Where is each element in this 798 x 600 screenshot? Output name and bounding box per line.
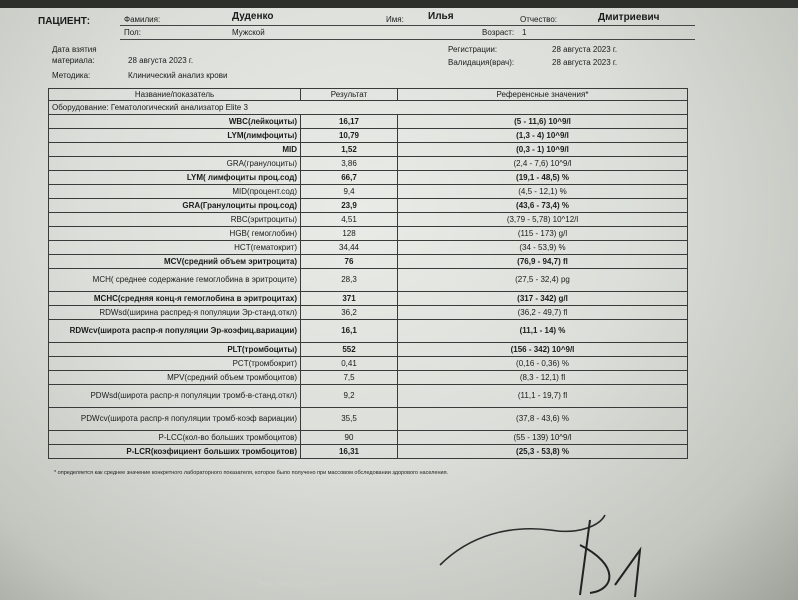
cell-result-value: 90: [301, 431, 398, 445]
cell-result-value: 76: [301, 255, 398, 269]
cell-reference-range: (43,6 - 73,4) %: [398, 199, 688, 213]
cell-reference-range: (76,9 - 94,7) fl: [398, 255, 688, 269]
cell-parameter-name: LYM(лимфоциты): [49, 129, 301, 143]
cell-result-value: 28,3: [301, 269, 398, 292]
table-row: [49, 445, 688, 459]
table-header-row: [49, 89, 688, 101]
cell-reference-range: (36,2 - 49,7) fl: [398, 306, 688, 320]
table-row: [49, 171, 688, 185]
cell-reference-range: (2,4 - 7,6) 10^9/l: [398, 157, 688, 171]
cell-reference-range: (0,16 - 0,36) %: [398, 357, 688, 371]
col-reference-header: Референсные значения*: [398, 89, 688, 101]
cell-parameter-name: WBC(лейкоциты): [49, 115, 301, 129]
cell-parameter-name: MID: [49, 143, 301, 157]
cell-result-value: 371: [301, 292, 398, 306]
cell-parameter-name: LYM( лимфоциты проц.сод): [49, 171, 301, 185]
cell-parameter-name: HCT(гематокрит): [49, 241, 301, 255]
patronymic-value: Дмитриевич: [598, 12, 660, 23]
method-value: Клинический анализ крови: [128, 71, 228, 80]
cell-result-value: 1,52: [301, 143, 398, 157]
results-table: [48, 88, 688, 459]
cell-result-value: 16,31: [301, 445, 398, 459]
footnote: * определяется как среднее значение конкретного лабораторного показателя, которое было получено при массовом обследовании здорового населения.: [54, 470, 449, 476]
table-row: [49, 213, 688, 227]
cell-parameter-name: MCV(средний объем эритроцита): [49, 255, 301, 269]
table-row: [49, 292, 688, 306]
cell-parameter-name: PLT(тромбоциты): [49, 343, 301, 357]
cell-parameter-name: PDWsd(широта распр-я популяции тромб-в-станд.откл): [49, 385, 301, 408]
cell-parameter-name: MCH( среднее содержание гемоглобина в эритроците): [49, 269, 301, 292]
col-result-header: Результат: [301, 89, 398, 101]
cell-parameter-name: MCHC(средняя конц-я гемоглобина в эритроцитах): [49, 292, 301, 306]
cell-result-value: 9,4: [301, 185, 398, 199]
method-label: Методика:: [52, 71, 91, 80]
cell-reference-range: (11,1 - 14) %: [398, 320, 688, 343]
cell-reference-range: (11,1 - 19,7) fl: [398, 385, 688, 408]
cell-result-value: 16,17: [301, 115, 398, 129]
header-underline: [120, 25, 695, 26]
validation-date: 28 августа 2023 г.: [552, 58, 618, 67]
sample-date-label-2: материала:: [52, 56, 95, 65]
surname-value: Дуденко: [232, 11, 274, 22]
table-row: [49, 255, 688, 269]
col-name-header: Название/показатель: [49, 89, 301, 101]
cell-result-value: 3,86: [301, 157, 398, 171]
table-row: [49, 320, 688, 343]
cell-parameter-name: MID(процент.сод): [49, 185, 301, 199]
registration-date: 28 августа 2023 г.: [552, 45, 618, 54]
table-row: [49, 371, 688, 385]
registration-label: Регистрации:: [448, 45, 498, 54]
surname-label: Фамилия:: [124, 15, 161, 24]
cell-result-value: 36,2: [301, 306, 398, 320]
header-underline-2: [120, 39, 695, 40]
table-row: [49, 241, 688, 255]
cell-result-value: 4,51: [301, 213, 398, 227]
table-row: [49, 157, 688, 171]
cell-reference-range: (27,5 - 32,4) pg: [398, 269, 688, 292]
cell-reference-range: (25,3 - 53,8) %: [398, 445, 688, 459]
patient-label: ПАЦИЕНТ:: [38, 16, 91, 27]
cell-parameter-name: GRA(Гранулоциты проц.сод): [49, 199, 301, 213]
table-row: [49, 227, 688, 241]
screen-edge-top: [0, 0, 798, 8]
cell-parameter-name: PDWcv(широта распр-я популяции тромб-коэф вариации): [49, 408, 301, 431]
cell-reference-range: (8,3 - 12,1) fl: [398, 371, 688, 385]
cell-result-value: 552: [301, 343, 398, 357]
cell-reference-range: (115 - 173) g/l: [398, 227, 688, 241]
cell-result-value: 128: [301, 227, 398, 241]
table-row: [49, 269, 688, 292]
table-row: [49, 408, 688, 431]
name-label: Имя:: [386, 15, 404, 24]
cell-result-value: 23,9: [301, 199, 398, 213]
table-row: [49, 431, 688, 445]
cell-reference-range: (5 - 11,6) 10^9/l: [398, 115, 688, 129]
cell-result-value: 16,1: [301, 320, 398, 343]
cell-reference-range: (19,1 - 48,5) %: [398, 171, 688, 185]
sample-date-value: 28 августа 2023 г.: [128, 56, 194, 65]
cell-reference-range: (1,3 - 4) 10^9/l: [398, 129, 688, 143]
cell-result-value: 35,5: [301, 408, 398, 431]
cell-parameter-name: MPV(средний объем тромбоцитов): [49, 371, 301, 385]
cell-parameter-name: RDWcv(широта распр-я популяции Эр-коэфиц.вариации): [49, 320, 301, 343]
cell-reference-range: (37,8 - 43,6) %: [398, 408, 688, 431]
cell-parameter-name: RBC(эритроциты): [49, 213, 301, 227]
table-row: [49, 185, 688, 199]
cell-reference-range: (55 - 139) 10^9/l: [398, 431, 688, 445]
cell-parameter-name: P-LCC(кол-во больших тромбоцитов): [49, 431, 301, 445]
age-value: 1: [522, 28, 527, 37]
cell-parameter-name: RDWsd(ширина распред-я популяции Эр-станд.откл): [49, 306, 301, 320]
cell-reference-range: (3,79 - 5,78) 10^12/l: [398, 213, 688, 227]
table-row: [49, 129, 688, 143]
sex-label: Пол:: [124, 28, 141, 37]
table-row: [49, 343, 688, 357]
cell-parameter-name: P-LCR(коэфициент больших тромбоцитов): [49, 445, 301, 459]
cell-result-value: 9,2: [301, 385, 398, 408]
validation-label: Валидация(врач):: [448, 58, 515, 67]
patronymic-label: Отчество:: [520, 15, 557, 24]
cell-reference-range: (4,5 - 12,1) %: [398, 185, 688, 199]
cell-result-value: 66,7: [301, 171, 398, 185]
table-row: [49, 199, 688, 213]
table-row: [49, 385, 688, 408]
table-row: [49, 357, 688, 371]
cell-parameter-name: GRA(гранулоциты): [49, 157, 301, 171]
cell-reference-range: (0,3 - 1) 10^9/l: [398, 143, 688, 157]
signature-icon: [430, 505, 670, 600]
age-label: Возраст:: [482, 28, 515, 37]
cell-result-value: 34,44: [301, 241, 398, 255]
sample-date-label-1: Дата взятия: [52, 45, 97, 54]
cell-parameter-name: PCT(тромбокрит): [49, 357, 301, 371]
cell-reference-range: (156 - 342) 10^9/l: [398, 343, 688, 357]
cell-parameter-name: HGB( гемоглобин): [49, 227, 301, 241]
cell-reference-range: (34 - 53,9) %: [398, 241, 688, 255]
cell-result-value: 0,41: [301, 357, 398, 371]
cell-result-value: 10,79: [301, 129, 398, 143]
table-row: [49, 143, 688, 157]
cell-result-value: 7,5: [301, 371, 398, 385]
equipment-text: Оборудование: Гематологический анализатор Elite 3: [49, 101, 688, 115]
equipment-row: [49, 101, 688, 115]
table-row: [49, 115, 688, 129]
table-row: [49, 306, 688, 320]
sex-value: Мужской: [232, 28, 265, 37]
name-value: Илья: [428, 11, 454, 22]
cell-reference-range: (317 - 342) g/l: [398, 292, 688, 306]
lab-head-label: Зав. лабораторией: [256, 578, 336, 588]
